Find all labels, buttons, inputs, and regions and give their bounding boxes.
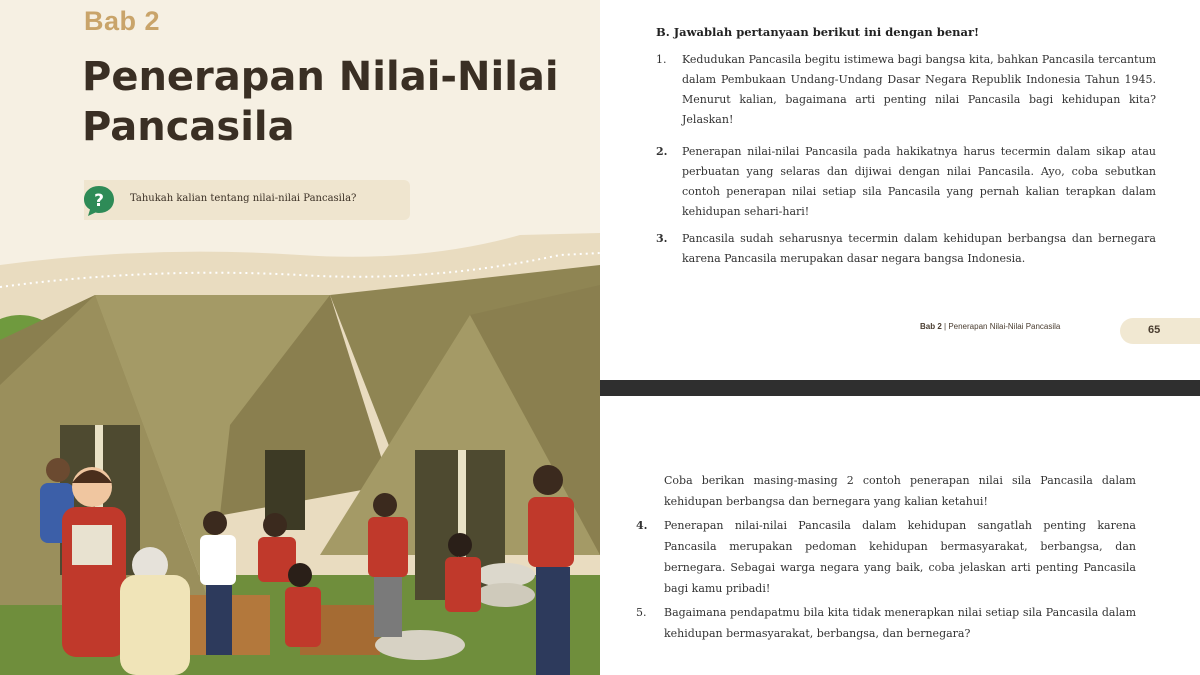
page-66: [600, 396, 1200, 675]
question-text: Penerapan nilai-nilai Pancasila dalam kehidupan sangatlah penting karena Pancasila merupakan pedoman kehidupan bermasyarakat, berbangsa, dan bernegara. Sebagai warga negara yang baik, coba jelaskan arti penting Pancasila bagi kamu pribadi!: [664, 519, 1136, 595]
question-item: [656, 50, 1156, 130]
question-icon: [82, 184, 116, 218]
question-number: 5.: [636, 606, 647, 619]
chapter-title: Penerapan Nilai-Nilai Pancasila: [82, 54, 559, 150]
chapter-label: Bab 2: [84, 6, 161, 36]
page-footer: [920, 322, 1060, 331]
question-text: Bagaimana pendapatmu bila kita tidak menerapkan nilai setiap sila Pancasila dalam kehidupan bermasyarakat, berbangsa, dan bernegara?: [664, 606, 1136, 640]
question-item: [636, 515, 1136, 599]
question-number: 1.: [656, 53, 667, 66]
question-text: Kedudukan Pancasila begitu istimewa bagi bangsa kita, bahkan Pancasila tercantum dalam Pembukaan Undang-Undang Dasar Negara Republik Indonesia Tahun 1945. Menurut kalian, bagaimana arti penting nilai Pancasila bagi kehidupan kita? Jelaskan!: [682, 53, 1156, 126]
intro-prompt: [84, 180, 410, 220]
page-number-badge: [1120, 318, 1200, 344]
page-divider: [600, 380, 1200, 396]
question-item: [656, 229, 1156, 269]
tent-aid-scene-illustration: [0, 225, 600, 675]
page-number: 65: [1148, 324, 1161, 336]
section-heading: B. Jawablah pertanyaan berikut ini dengan benar!: [656, 25, 980, 39]
page-65: [600, 0, 1200, 380]
question-text: Pancasila sudah seharusnya tecermin dalam kehidupan berbangsa dan bernegara karena Pancasila merupakan dasar negara bangsa Indonesia.: [682, 232, 1156, 265]
footer-chapter: Bab 2: [920, 322, 942, 331]
question-text: Penerapan nilai-nilai Pancasila pada hakikatnya harus tecermin dalam sikap atau perbuatan yang selaras dan dijiwai dengan nilai Pancasila. Ayo, coba sebutkan contoh penerapan nilai setiap sila Pancasila yang pernah kalian terapkan dalam kehidupan sehari-hari!: [682, 145, 1156, 218]
question-item: [636, 602, 1136, 644]
intro-prompt-text: Tahukah kalian tentang nilai-nilai Pancasila?: [130, 193, 357, 204]
question-number: 2.: [656, 145, 668, 158]
svg-text:?: ?: [94, 191, 104, 211]
question-number: 3.: [656, 232, 668, 245]
question-item: [656, 142, 1156, 222]
question-text: Coba berikan masing-masing 2 contoh penerapan nilai sila Pancasila dalam kehidupan berbangsa dan bernegara yang kalian ketahui!: [664, 474, 1136, 508]
question-continuation: [636, 470, 1136, 512]
question-number: 4.: [636, 519, 648, 532]
footer-title: | Penerapan Nilai-Nilai Pancasila: [941, 322, 1061, 331]
